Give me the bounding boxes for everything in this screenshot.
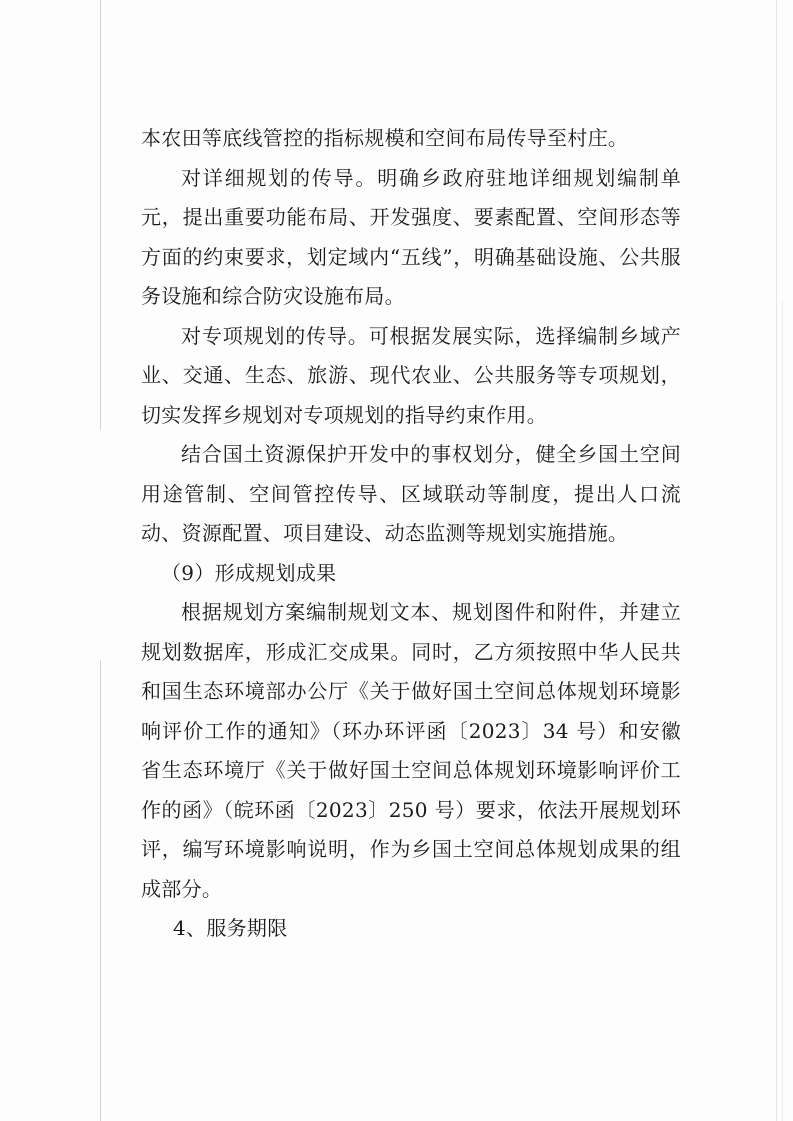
section-heading-planning-results: （9）形成规划成果 [161, 560, 337, 585]
paragraph-continuation: 本农田等底线管控的指标规模和空间布局传导至村庄。 [141, 126, 629, 150]
paragraph-planning-results: 根据规划方案编制规划文本、规划图件和附件，并建立规划数据库，形成汇交成果。同时，乙方须按照中华人民共和国生态环境部办公厅《关于做好国土空间总体规划环境影响评价工作的通知》（环办环评函〔2023〕34 号）和安徽省生态环境厅《关于做好国土空间总体规划环境影响评价工作的函》（皖环函〔2023〕250 号）要求，依法开展规划环评，编写环境影响说明，作为乡国土空间总体规划成果的组成部分。 [141, 600, 681, 901]
paragraph-detailed-planning: 对详细规划的传导。明确乡政府驻地详细规划编制单元，提出重要功能布局、开发强度、要素配置、空间形态等方面的约束要求，划定域内“五线”，明确基础设施、公共服务设施和综合防灾设施布局。 [141, 165, 681, 308]
paragraph-implementation: 结合国土资源保护开发中的事权划分，健全乡国土空间用途管制、空间管控传导、区域联动等制度，提出人口流动、资源配置、项目建设、动态监测等规划实施措施。 [141, 442, 681, 545]
scan-edge-line [776, 0, 777, 1121]
scan-edge-line [100, 0, 101, 430]
paragraph-special-planning: 对专项规划的传导。可根据发展实际，选择编制乡域产业、交通、生态、旅游、现代农业、公共服务等专项规划，切实发挥乡规划对专项规划的指导约束作用。 [141, 323, 681, 427]
document-body [141, 119, 681, 949]
section-heading-service-period: 4、服务期限 [173, 916, 288, 940]
scan-edge-line [782, 300, 783, 1121]
scan-edge-line [100, 660, 101, 1121]
